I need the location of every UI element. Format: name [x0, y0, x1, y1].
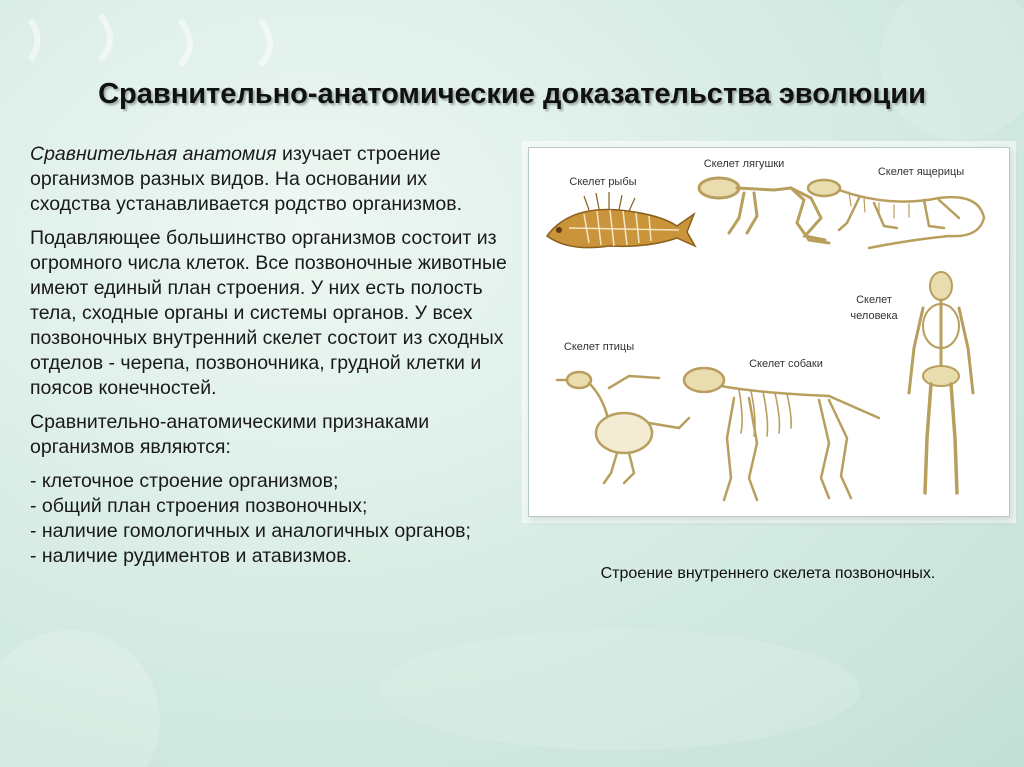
bird-skeleton — [557, 372, 689, 483]
text-column — [30, 142, 510, 569]
lizard-skeleton — [808, 180, 984, 248]
features-list — [30, 469, 510, 569]
label-dog: Скелет собаки — [749, 358, 823, 370]
paragraph-features: Сравнительно-анатомическими признаками организмов являются: — [30, 411, 430, 458]
dog-skeleton — [684, 368, 879, 500]
intro-lead: Сравнительная анатомия — [30, 143, 277, 165]
label-human-1: Скелет — [856, 294, 892, 306]
skeletons-illustration — [529, 148, 1009, 516]
label-human-2: человека — [850, 310, 898, 322]
label-fish: Скелет рыбы — [569, 176, 637, 188]
intro-rest: изучает строение организмов разных видов. На основании их сходства устанавливается родство организмов. — [30, 143, 462, 215]
skeletons-figure — [528, 147, 1010, 517]
paragraph-structure: Подавляющее большинство организмов состоит из огромного числа клеток. Все позвоночные животные имеют единый план строения. У них есть полость тела, сходные органы и системы органов. У всех позвоночных внутренний скелет состоит из сходных отделов - черепа, позвоночника, грудной клетки и поясов конечностей. — [30, 227, 507, 399]
label-bird: Скелет птицы — [563, 341, 635, 353]
page-title: Сравнительно-анатомические доказательства эволюции — [98, 78, 926, 110]
list-item: - общий план строения позвоночных; — [30, 495, 368, 517]
human-skeleton — [909, 272, 973, 493]
list-item: - наличие рудиментов и атавизмов. — [30, 545, 352, 567]
list-item: - наличие гомологичных и аналогичных органов; — [30, 520, 471, 542]
figure-caption: Строение внутреннего скелета позвоночных. — [600, 565, 936, 582]
label-frog: Скелет лягушки — [703, 158, 785, 170]
fish-skeleton — [547, 192, 695, 248]
list-item: - клеточное строение организмов; — [30, 470, 339, 492]
label-lizard: Скелет ящерицы — [877, 166, 965, 178]
paragraph-intro — [30, 142, 510, 217]
